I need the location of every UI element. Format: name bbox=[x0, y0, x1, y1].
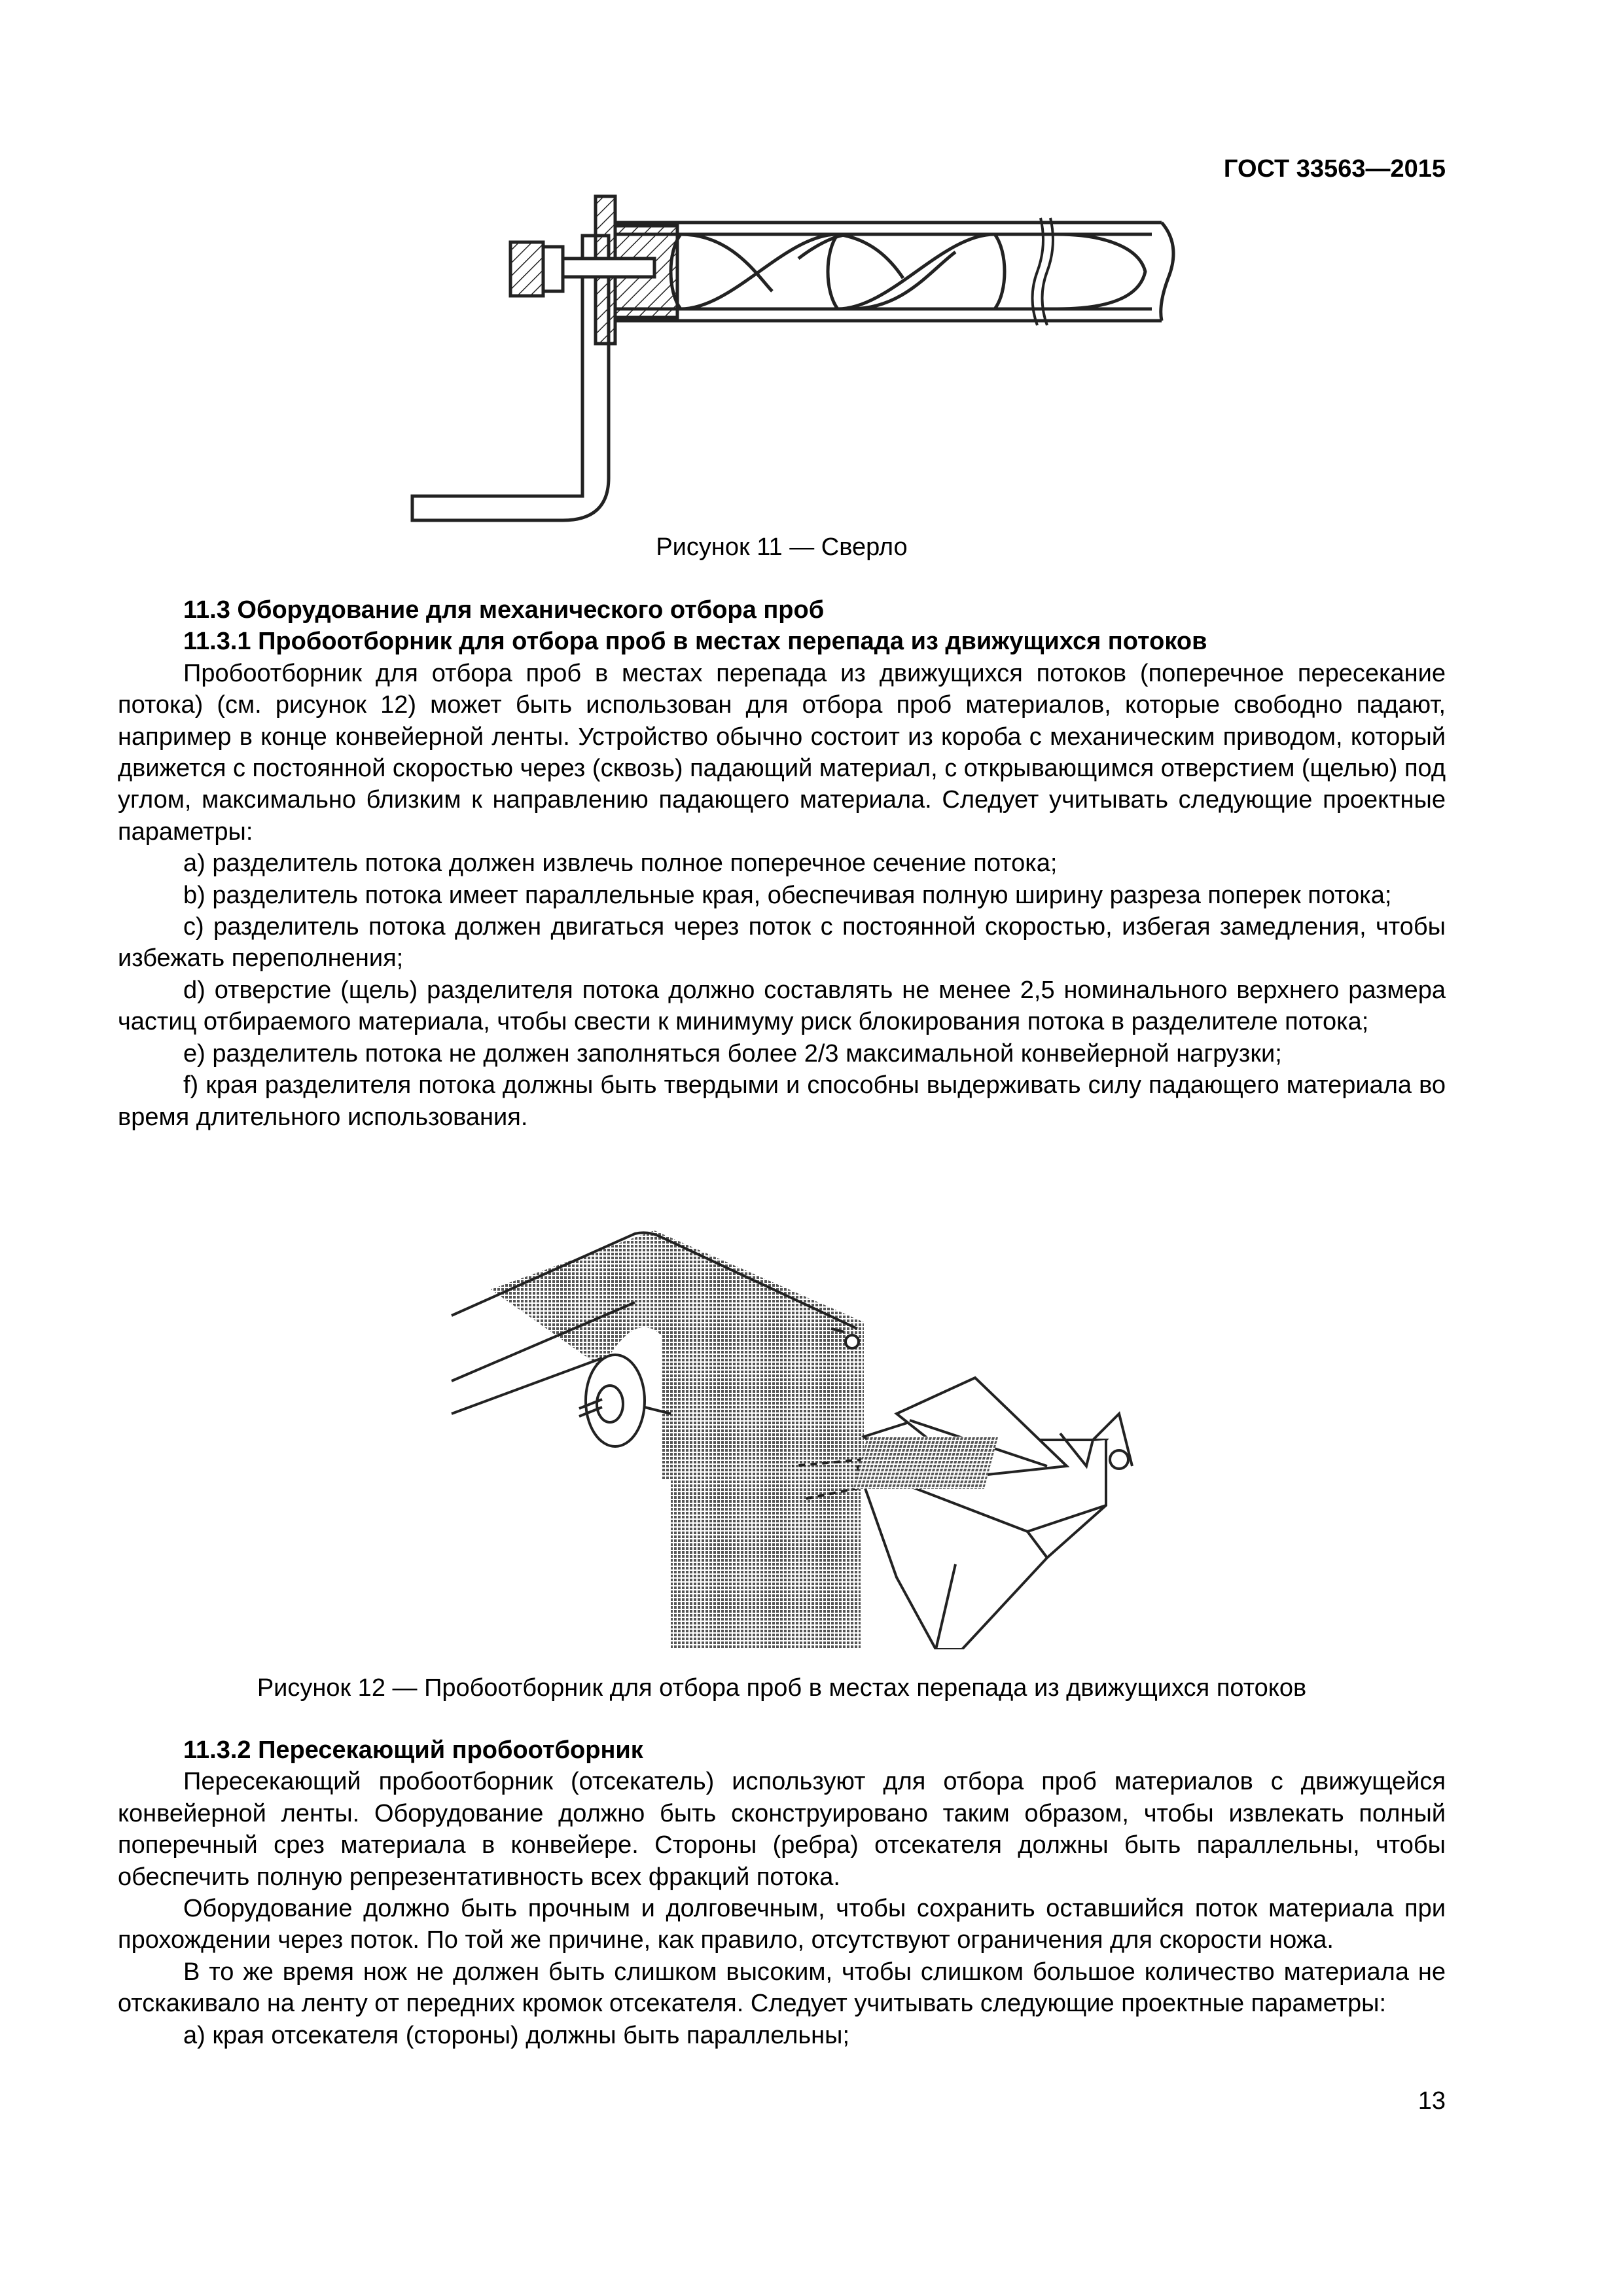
section-11-3-2-text bbox=[118, 1734, 1446, 2051]
list-item: f) края разделителя потока должны быть твердыми и способны выдерживать силу падающего материала во время длительного использования. bbox=[118, 1071, 1446, 1131]
list-item: e) разделитель потока не должен заполняться более 2/3 максимальной конвейерной нагрузки; bbox=[183, 1039, 1282, 1067]
document-header: ГОСТ 33563—2015 bbox=[1223, 155, 1446, 183]
list-item: a) края отсекателя (стороны) должны быть параллельны; bbox=[183, 2021, 850, 2049]
paragraph: Оборудование должно быть прочным и долговечным, чтобы сохранить оставшийся поток материала при прохождении через поток. По той же причине, как правило, отсутствуют ограничения для скорости ножа. bbox=[118, 1895, 1446, 1954]
list-item: c) разделитель потока должен двигаться через поток с постоянной скоростью, избегая замедления, чтобы избежать переполнения; bbox=[118, 913, 1446, 973]
figure-12-sampler-drawing bbox=[438, 1217, 1171, 1649]
paragraph: Пересекающий пробоотборник (отсекатель) используют для отбора проб материалов с движущейся конвейерной ленты. Оборудование должно быть сконструировано таким образом, чтобы извлекать полный поперечный срез материала в конвейере. Стороны (ребра) отсекателя должны быть параллельны, чтобы обеспечить полную репрезентативность всех фракций потока. bbox=[118, 1768, 1446, 1891]
list-item: a) разделитель потока должен извлечь полное поперечное сечение потока; bbox=[183, 850, 1058, 878]
section-heading-11-3-2: 11.3.2 Пересекающий пробоотборник bbox=[183, 1736, 643, 1764]
list-item: b) разделитель потока имеет параллельные края, обеспечивая полную ширину разреза поперек потока; bbox=[183, 881, 1392, 909]
paragraph: Пробоотборник для отбора проб в местах перепада из движущихся потоков (поперечное пересекание потока) (см. рисунок 12) может быть использован для отбора проб материалов, которые свободно падают, например в конце конвейерной ленты. Устройство обычно состоит из короба с механическим приводом, который движется с постоянной скоростью через (сквозь) падающий материал, с открывающимся отверстием (щелью) под углом, максимально близким к направлению падающего материала. Следует учитывать следующие проектные параметры: bbox=[118, 659, 1446, 846]
figure-11-drill-drawing bbox=[393, 187, 1185, 537]
figure-12-caption: Рисунок 12 — Пробоотборник для отбора проб в местах перепада из движущихся потоков bbox=[257, 1674, 1307, 1702]
section-11-3-text bbox=[118, 594, 1446, 1133]
section-heading-11-3-1: 11.3.1 Пробоотборник для отбора проб в местах перепада из движущихся потоков bbox=[183, 628, 1207, 656]
figure-11-caption: Рисунок 11 — Сверло bbox=[656, 533, 908, 561]
list-item: d) отверстие (щель) разделителя потока должно составлять не менее 2,5 номинального верхнего размера частиц отбираемого материала, чтобы свести к минимуму риск блокирования потока в разделителе потока; bbox=[118, 976, 1446, 1036]
section-heading-11-3: 11.3 Оборудование для механического отбора проб bbox=[183, 596, 825, 624]
page-number: 13 bbox=[1418, 2087, 1446, 2115]
paragraph: В то же время нож не должен быть слишком высоким, чтобы слишком большое количество материала не отскакивало на ленту от передних кромок отсекателя. Следует учитывать следующие проектные параметры: bbox=[118, 1958, 1446, 2018]
